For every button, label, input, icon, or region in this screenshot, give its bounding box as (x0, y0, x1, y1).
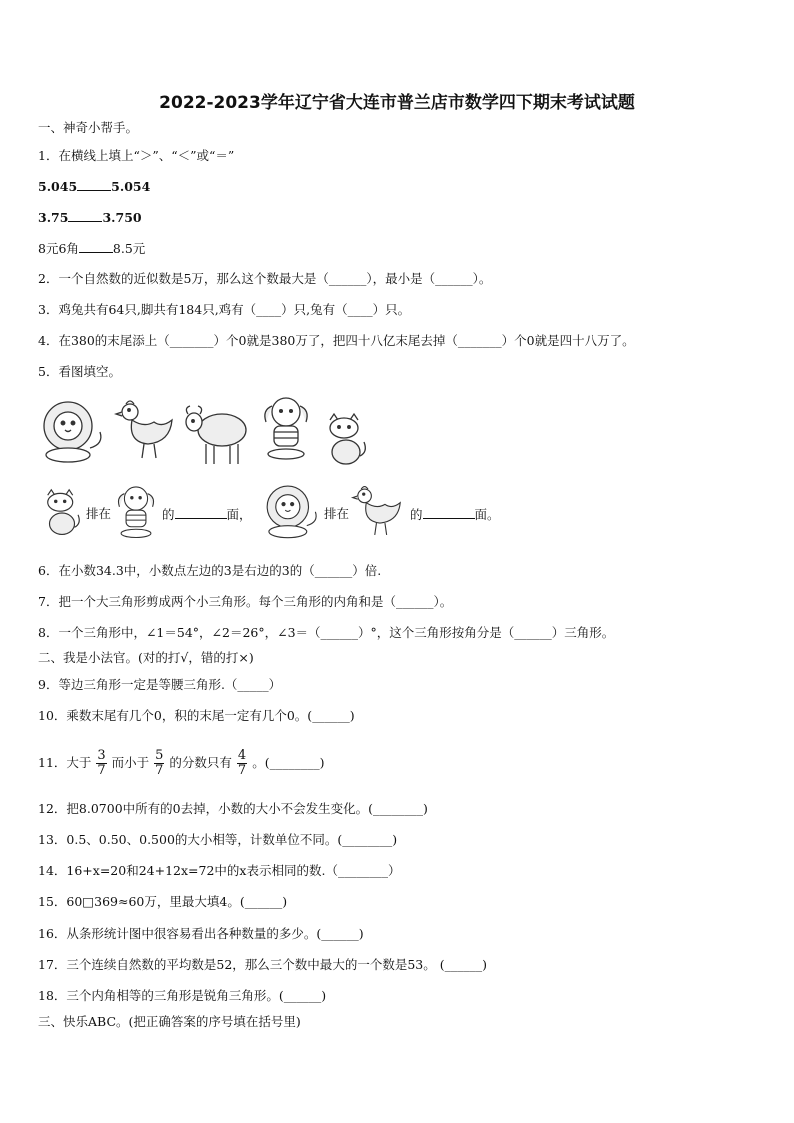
sheep-icon (182, 402, 250, 468)
section-1-heading: 一、神奇小帮手。 (38, 120, 139, 135)
question-16: 16．从条形统计图中很容易看出各种数量的多少。(______) (38, 926, 364, 941)
question-1: 1．在横线上填上“＞”、“＜”或“＝” (38, 148, 235, 163)
question-6: 6．在小数34.3中，小数点左边的3是右边的3的（______）倍. (38, 563, 382, 578)
question-15: 15．60□369≈60万，里最大填4。(______) (38, 894, 288, 909)
chicken-icon (114, 398, 180, 464)
question-9: 9．等边三角形一定是等腰三角形.（_____） (38, 677, 282, 692)
question-10: 10．乘数末尾有几个0，积的末尾一定有几个0。(______) (38, 708, 355, 723)
chicken-icon (350, 484, 408, 540)
section-2-heading: 二、我是小法官。(对的打√，错的打×) (38, 650, 254, 665)
cat-icon (40, 488, 84, 538)
question-2: 2．一个自然数的近似数是5万，那么这个数最大是（______），最小是（______）。 (38, 271, 492, 286)
question-12: 12．把8.0700中所有的0去掉，小数的大小不会发生变化。(________) (38, 801, 428, 816)
q5-text-de-2: 的 面。 (410, 507, 500, 522)
section-3-heading: 三、快乐ABC。(把正确答案的序号填在括号里) (38, 1014, 301, 1029)
lion-icon (38, 398, 110, 464)
question-1b: 3.75 3.750 (38, 210, 142, 225)
question-1c: 8元6角 8.5元 (38, 241, 146, 256)
question-13: 13．0.5、0.50、0.500的大小相等，计数单位不同。(________) (38, 832, 398, 847)
question-1a: 5.045 5.054 (38, 179, 151, 194)
question-7: 7．把一个大三角形剪成两个小三角形。每个三角形的内角和是（______）。 (38, 594, 453, 609)
q5-text-pai-2: 排在 (324, 506, 350, 521)
question-18: 18．三个内角相等的三角形是锐角三角形。(______) (38, 988, 327, 1003)
q5-text-pai: 排在 (86, 506, 112, 521)
question-11: 11．大于 $\frac{3}{7}$ 而小于 $\frac{5}{7}$ 的分数只有 $\frac{4}{7}$ 。(________) (38, 748, 325, 778)
cat-icon (322, 412, 370, 468)
fraction-4-7: $\frac{4}{7}$ (237, 748, 247, 778)
question-5: 5．看图填空。 (38, 364, 121, 379)
question-4: 4．在380的末尾添上（_______）个0就是380万了，把四十八亿末尾去掉（_______）个0就是四十八万了。 (38, 333, 635, 348)
fraction-3-7: $\frac{3}{7}$ (97, 748, 106, 778)
lion-icon (262, 482, 324, 540)
question-14: 14．16+x=20和24+12x=72中的x表示相同的数.（________） (38, 863, 401, 878)
dog-icon (112, 482, 160, 540)
dog-icon (258, 392, 314, 462)
question-8: 8．一个三角形中，∠1＝54°，∠2＝26°，∠3＝（______）°，这个三角形按角分是（______）三角形。 (38, 625, 615, 640)
fraction-5-7: $\frac{5}{7}$ (155, 748, 164, 778)
question-3: 3．鸡兔共有64只,脚共有184只,鸡有（____）只,兔有（____）只。 (38, 302, 411, 317)
page-title: 2022-2023学年辽宁省大连市普兰店市数学四下期末考试试题 (159, 93, 635, 113)
q5-text-de: 的 面， (162, 507, 252, 522)
question-17: 17．三个连续自然数的平均数是52，那么三个数中最大的一个数是53。 (______) (38, 957, 487, 972)
